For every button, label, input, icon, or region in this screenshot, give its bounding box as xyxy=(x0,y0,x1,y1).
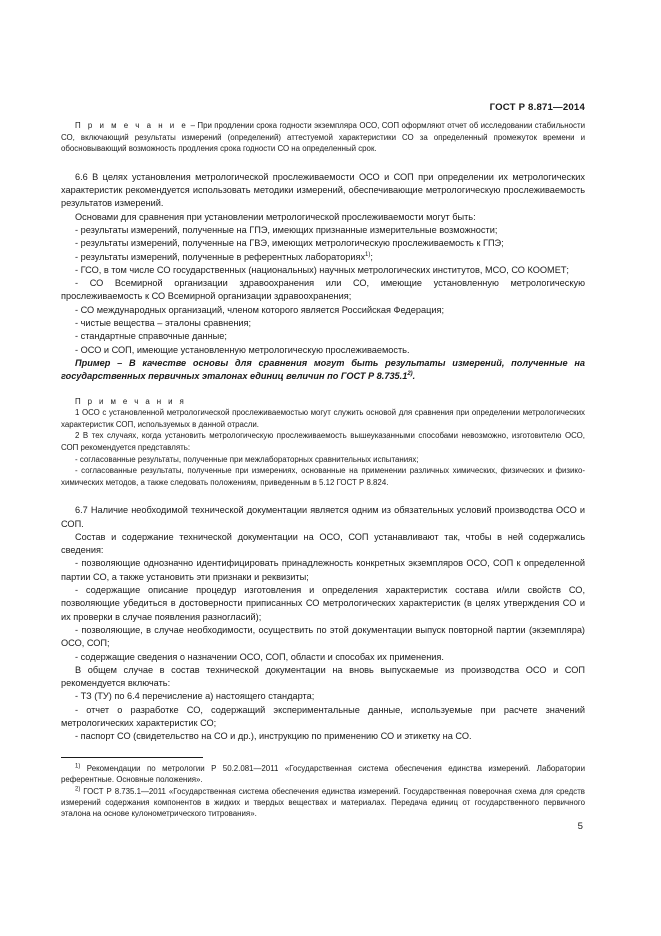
s66-example-end: . xyxy=(412,371,416,382)
footnote-2-text: ГОСТ Р 8.735.1—2011 «Государственная система обеспечения единства измерений. Государственная поверочная схема для средств измерений содержания компонентов в жидких и твердых веществах и материалах. Передача единиц от государственного первичного эталона на основе кулонометрического титрования». xyxy=(61,786,585,819)
s67-doc-item-3: - паспорт СО (свидетельство на СО и др.), инструкцию по применению СО и этикетку на СО. xyxy=(75,731,472,742)
note-item-1: 1 ОСО с установленной метрологической прослеживаемостью могут служить основой для сравнения при определении метрологических характеристик СОП, используемых в данной отрасли. xyxy=(61,408,585,429)
s67-paragraph-3: В общем случае в состав технической документации на вновь выпускаемые из производства ОСО и СОП рекомендуется включать: xyxy=(61,664,585,689)
s66-paragraph-2: Основами для сравнения при установлении метрологической прослеживаемости могут быть: xyxy=(75,211,476,222)
s66-list-item-1: - результаты измерений, полученные на ГПЭ, имеющих признанные измерительные возможности; xyxy=(75,224,498,235)
s67-list-item-1: - позволяющие однозначно идентифицировать принадлежность конкретных экземпляров ОСО, СОП к определенной партии СО, а также установить эти признаки и реквизиты; xyxy=(61,558,585,582)
section-6-7 xyxy=(61,504,585,743)
s66-list-item-8: - стандартные справочные данные; xyxy=(75,331,227,342)
page-content xyxy=(61,120,585,744)
notes-block xyxy=(61,396,585,489)
footnote-2 xyxy=(61,786,585,820)
note-1-label: П р и м е ч а н и е xyxy=(75,121,189,130)
note-item-2: 2 В тех случаях, когда установить метрологическую прослеживаемость вышеуказанными способами невозможно, изготовителю ОСО, СОП рекомендуется представлять: xyxy=(61,431,585,452)
s66-list-item-5: - СО Всемирной организации здравоохранения или СО, имеющие установленную метрологическую прослеживаемость к СО Всемирной организации здравоохранения; xyxy=(61,278,585,302)
s66-list-item-6: - СО международных организаций, членом которого является Российская Федерация; xyxy=(75,304,445,315)
s67-doc-item-2: - отчет о разработке СО, содержащий экспериментальные данные, используемые при расчете значений метрологических характеристик СО; xyxy=(61,704,585,729)
s67-paragraph-1: 6.7 Наличие необходимой технической документации является одним из обязательных условий производства ОСО и СОП. xyxy=(61,505,585,529)
s67-doc-item-1: - ТЗ (ТУ) по 6.4 перечисление а) настоящего стандарта; xyxy=(75,691,315,702)
s67-list-item-3: - позволяющие, в случае необходимости, осуществить по этой документации выпуск повторной партии (экземпляра) ОСО, СОП; xyxy=(61,624,585,649)
footnote-ref-1: 1) xyxy=(365,251,371,258)
note-item-2a: - согласованные результаты, полученные при межлабораторных сравнительных испытаниях; xyxy=(75,454,419,464)
footnote-divider xyxy=(61,757,203,758)
s67-list-item-2: - содержащие описание процедур изготовления и определения характеристик состава и/или свойств СО, позволяющие убедиться в достоверности приписанных СО метрологических характеристик (в целях утверждения СО и их проверки в случае появления разногласий); xyxy=(61,585,585,622)
note-1-text: – При продлении срока годности экземпляра ОСО, СОП оформляют отчет об исследовании стабильности СО, включающий результаты измерений (определений) аттестуемой характеристики СО за определенный промежуток времени и обосновывающий возможность продления срока годности СО на определенный срок. xyxy=(61,121,586,154)
footnote-1 xyxy=(61,763,585,786)
footnote-1-text: Рекомендации по метрологии Р 50.2.081—2011 «Государственная система обеспечения единства измерений. Лаборатории референтные. Основные положения». xyxy=(61,764,585,785)
footnotes xyxy=(61,763,585,819)
s66-list-item-9: - ОСО и СОП, имеющие установленную метрологическую прослеживаемость. xyxy=(75,344,410,355)
document-header: ГОСТ Р 8.871—2014 xyxy=(489,102,585,113)
page-number: 5 xyxy=(577,821,583,832)
s66-example xyxy=(61,357,585,384)
note-item-2b: - согласованные результаты, полученные при измерениях, основанные на применении различных химических, физических и физико-химических методов, а также следовать положениям, приведенным в 5.12 ГОСТ Р 8.824. xyxy=(61,466,585,487)
footnote-ref-2: 2) xyxy=(407,371,413,378)
s66-list-item-7: - чистые вещества – эталоны сравнения; xyxy=(75,318,252,329)
s67-paragraph-2: Состав и содержание технической документации на ОСО, СОП устанавливают так, чтобы в ней содержались сведения: xyxy=(61,531,585,556)
note-1 xyxy=(61,120,585,155)
section-6-6 xyxy=(61,171,585,384)
footnote-2-mark: 2) xyxy=(75,785,81,792)
s66-list-item-3-text: - результаты измерений, полученные в референтных лабораториях xyxy=(75,251,366,262)
s66-list-item-2: - результаты измерений, полученные на ГВЭ, имеющих метрологическую прослеживаемость к ГПЭ; xyxy=(75,238,504,249)
s66-paragraph-1: 6.6 В целях установления метрологической прослеживаемости ОСО и СОП при определении их метрологических характеристик рекомендуется использовать методики измерений, обеспечивающие метрологическую прослеживаемость результатов измерений. xyxy=(61,171,585,209)
notes-label: П р и м е ч а н и я xyxy=(75,396,187,406)
footnote-1-mark: 1) xyxy=(75,763,81,770)
s67-list-item-4: - содержащие сведения о назначении ОСО, СОП, области и способах их применения. xyxy=(75,651,444,662)
s66-list-item-4: - ГСО, в том числе СО государственных (национальных) научных метрологических институтов, МСО, СО КООМЕТ; xyxy=(75,264,569,275)
s66-example-text: Пример – В качестве основы для сравнения могут быть результаты измерений, полученные на государственных первичных эталонах единиц величин по ГОСТ Р 8.735.1 xyxy=(61,357,585,382)
s66-list-item-3-end: ; xyxy=(370,251,373,262)
s66-list-item-3 xyxy=(61,251,585,264)
